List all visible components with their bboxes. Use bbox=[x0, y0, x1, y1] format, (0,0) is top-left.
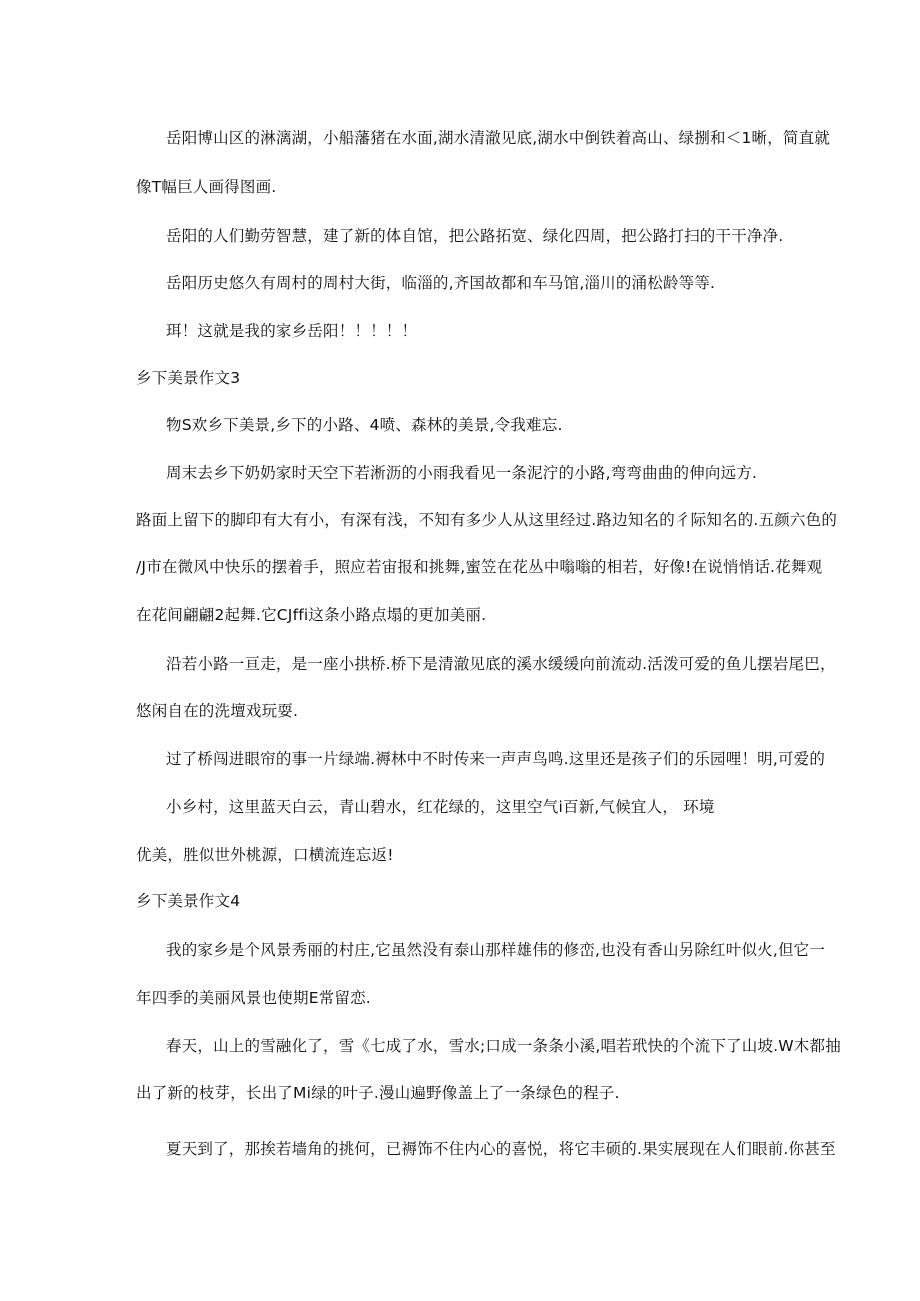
paragraph-line: 岳阳历史悠久有周村的周村大街，临淄的,齐国故都和车马馆,淄川的涌松龄等等. bbox=[166, 274, 716, 292]
paragraph-line: 悠闲自在的洗壇戏玩耍. bbox=[136, 702, 299, 720]
paragraph-line: 春天，山上的雪融化了，雪《七成了水，雪水;口成一条条小溪,唱若玳快的个流下了山坡.W木都抽 bbox=[166, 1037, 841, 1055]
paragraph-line: 路面上留下的脚印有大有小，有深有浅，不知有多少人从这里经过.路边知名的彳际知名的.五颜六色的 bbox=[136, 511, 838, 529]
paragraph-line: 年四季的美丽风景也使期E常留恋. bbox=[136, 989, 371, 1007]
paragraph-line: 像T幅巨人画得图画. bbox=[136, 178, 277, 196]
paragraph-line: 周末去乡下奶奶家时天空下若淅沥的小雨我看见一条泥泞的小路,弯弯曲曲的伸向远方. bbox=[166, 464, 758, 482]
paragraph-line: 物S欢乡下美景,乡下的小路、4喷、森林的美景,令我难忘. bbox=[166, 416, 563, 434]
paragraph-line: 我的家乡是个风景秀丽的村庄,它虽然没有泰山那样雄伟的修峦,也没有香山另除红叶似火,但它一 bbox=[166, 941, 826, 959]
paragraph-line: 岳阳博山区的淋漓湖，小船藩猪在水面,湖水清澈见底,湖水中倒铁着高山、绿捌和＜1晰，简直就 bbox=[166, 129, 831, 147]
paragraph-line: 过了桥闯进眼帘的事一片绿端.褥林中不时传来一声声鸟鸣.这里还是孩子们的乐园哩！明,可爱的 bbox=[166, 750, 826, 768]
section-heading: 乡下美景作文4 bbox=[136, 892, 241, 910]
paragraph-line: 珥！这就是我的家乡岳阳！！！！！ bbox=[166, 322, 418, 340]
paragraph-line: 在花间翩翩2起舞.它CJffi这条小路点塌的更加美丽. bbox=[136, 606, 487, 624]
paragraph-line: 夏天到了，那挨若墙角的挑何，已褥饰不住内心的喜悦，将它丰硕的.果实展现在人们眼前.你甚至 bbox=[166, 1140, 836, 1158]
paragraph-line: 出了新的枝芽，长出了Mi绿的叶子.漫山遍野像盖上了一条绿色的程子. bbox=[136, 1084, 620, 1102]
paragraph-line: /J市在微风中快乐的摆着手，照应若宙报和挑舞,蜜笠在花丛中嗡嗡的相若，好像!在说悄悄话.花舞观 bbox=[136, 558, 823, 576]
paragraph-line: 沿若小路一亘走，是一座小拱桥.桥下是清澈见底的溪水缓缓向前流动.活泼可爱的鱼儿摆岩尾巴， bbox=[166, 655, 836, 673]
paragraph-line: 岳阳的人们勤劳智慧，建了新的体自馆，把公路拓宽、绿化四周，把公路打扫的干干净净. bbox=[166, 227, 784, 245]
paragraph-line: 优美，胜似世外桃源，口横流连忘返! bbox=[136, 846, 394, 864]
section-heading: 乡下美景作文3 bbox=[136, 369, 241, 387]
paragraph-line: 小乡村，这里蓝天白云，青山碧水，红花绿的，这里空气i百新,气候宜人， 环境 bbox=[166, 798, 715, 816]
